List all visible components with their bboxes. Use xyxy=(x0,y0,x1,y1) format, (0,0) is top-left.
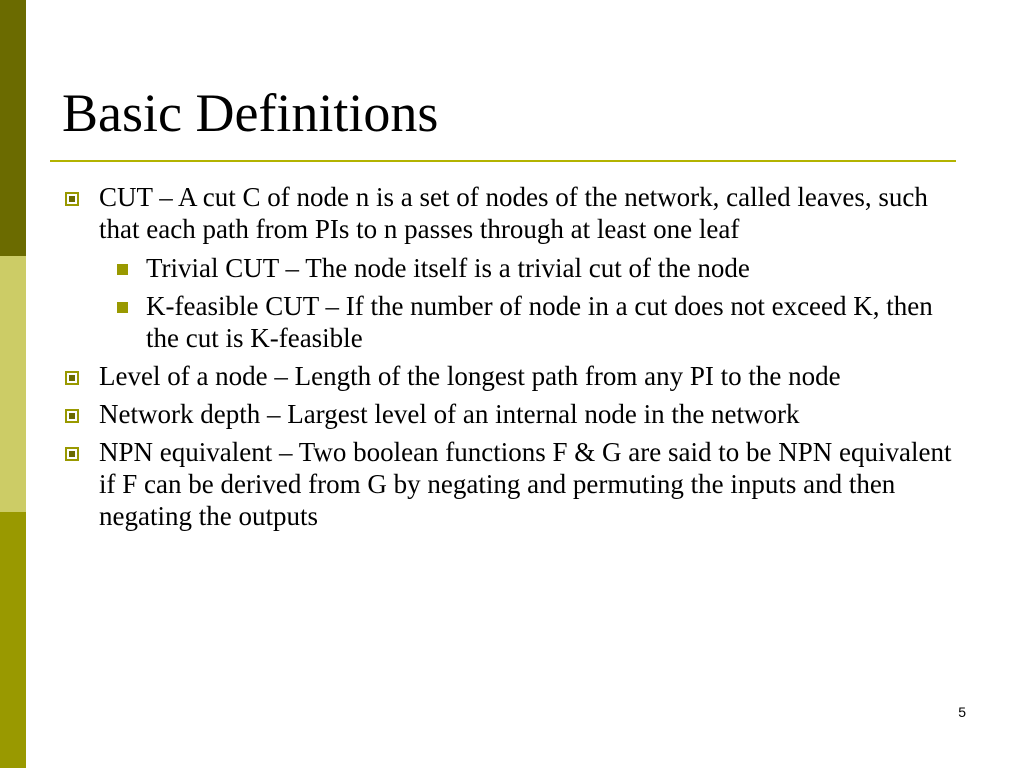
bullet-text: Network depth – Largest level of an internal node in the network xyxy=(99,399,800,429)
hollow-square-bullet-icon xyxy=(65,447,79,461)
hollow-square-bullet-icon xyxy=(65,192,79,206)
bullet-text: CUT – A cut C of node n is a set of nodes of the network, called leaves, such that each path from PIs to n passes through at least one leaf xyxy=(99,182,928,244)
sub-bullet-item-trivial-cut xyxy=(62,252,972,284)
page-number: 5 xyxy=(958,704,966,720)
bullet-item-network-depth xyxy=(62,398,972,430)
bullet-text: NPN equivalent – Two boolean functions F & G are said to be NPN equivalent if F can be derived from G by negating and permuting the inputs and then negating the outputs xyxy=(99,437,952,531)
hollow-square-bullet-icon xyxy=(65,371,79,385)
sub-bullet-list xyxy=(62,252,972,354)
sub-bullet-text: Trivial CUT – The node itself is a trivial cut of the node xyxy=(146,253,750,283)
filled-square-bullet-icon xyxy=(117,264,128,275)
bullet-item-level-of-node xyxy=(62,360,972,392)
sub-bullet-text: K-feasible CUT – If the number of node in a cut does not exceed K, then the cut is K-feasible xyxy=(146,291,933,353)
bullet-item-cut xyxy=(62,181,972,245)
filled-square-bullet-icon xyxy=(117,302,128,313)
sub-bullet-item-k-feasible-cut xyxy=(62,290,972,354)
bullet-item-npn-equivalent xyxy=(62,436,972,532)
sidebar-light-segment xyxy=(0,256,26,512)
sidebar-mid-segment xyxy=(0,512,26,768)
title-divider xyxy=(50,160,956,162)
bullet-list xyxy=(62,181,972,538)
bullet-text: Level of a node – Length of the longest path from any PI to the node xyxy=(99,361,841,391)
hollow-square-bullet-icon xyxy=(65,409,79,423)
sidebar-dark-segment xyxy=(0,0,26,256)
slide-title: Basic Definitions xyxy=(62,83,439,143)
